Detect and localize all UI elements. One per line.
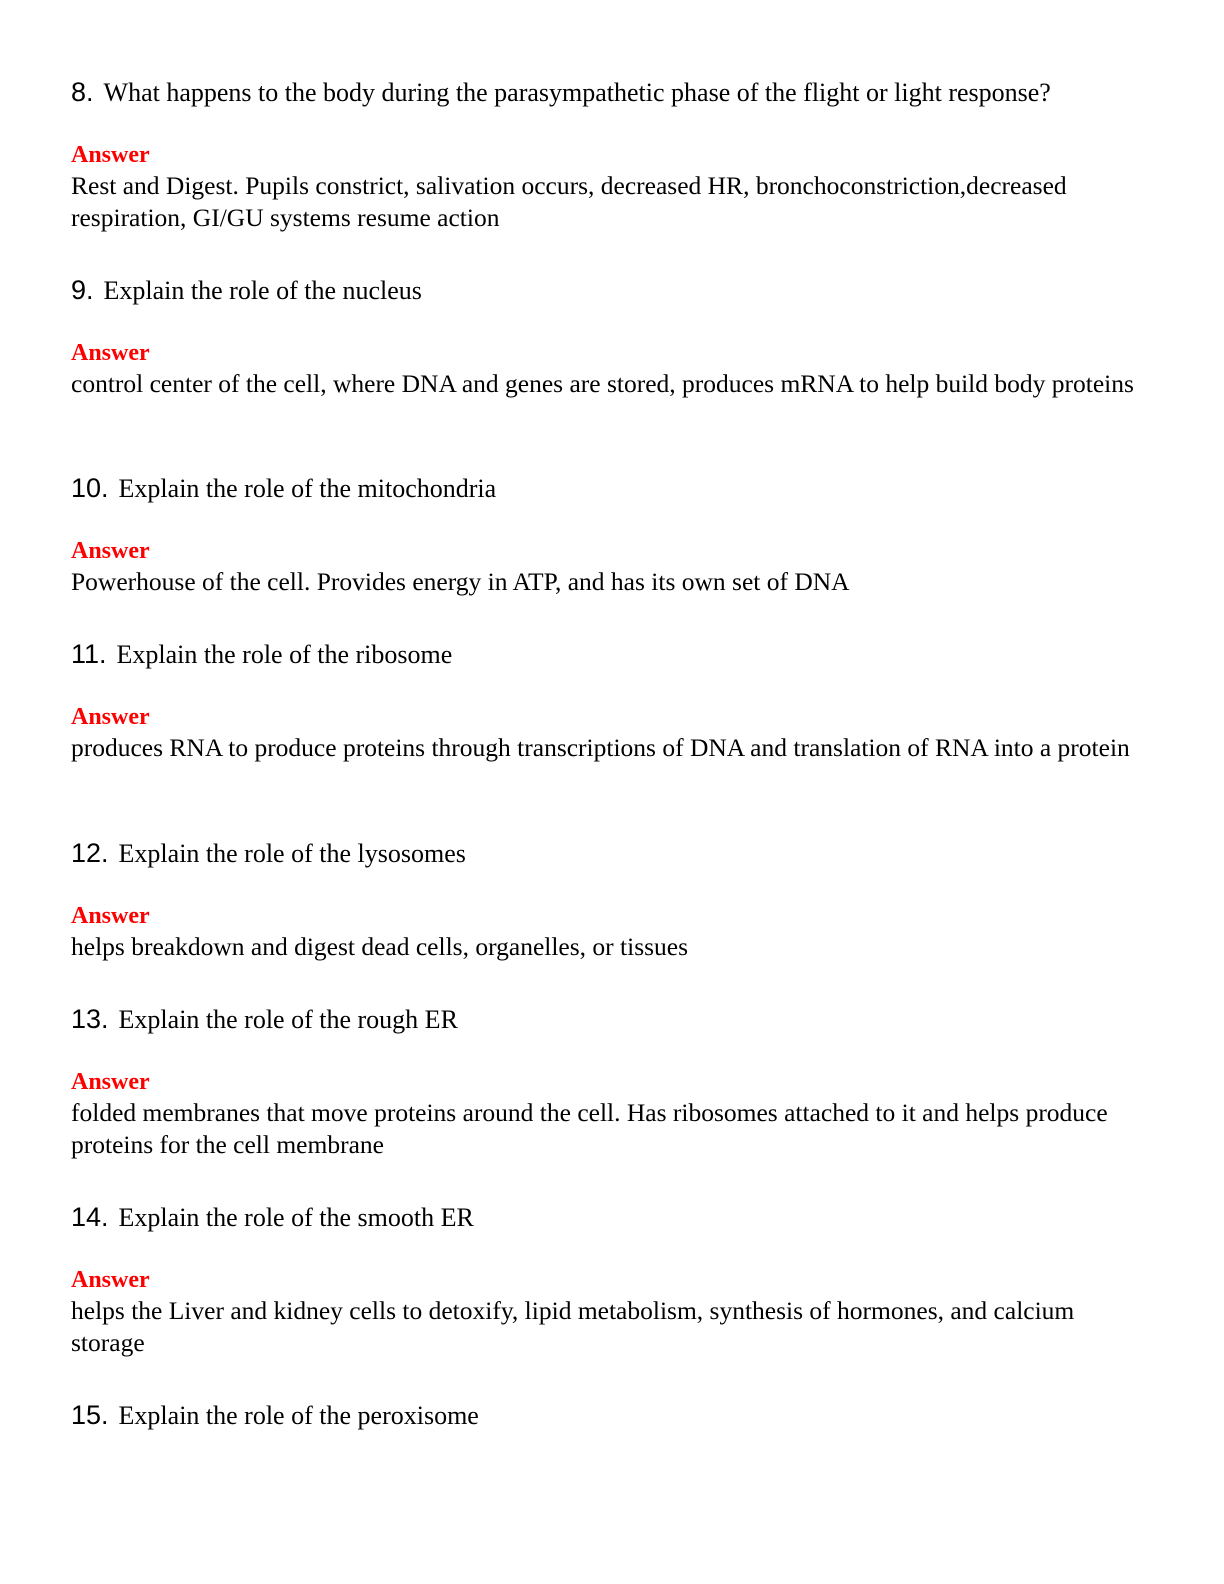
question xyxy=(71,1004,1151,1034)
question xyxy=(71,473,1151,503)
question-text: Explain the role of the mitochondria xyxy=(118,474,497,503)
answer-text: produces RNA to produce proteins through transcriptions of DNA and translation of RNA into a protein xyxy=(71,733,1130,762)
question-number: 11. xyxy=(71,639,107,669)
qa-item-9 xyxy=(71,275,1151,400)
question-number: 14. xyxy=(71,1202,109,1232)
qa-item-11 xyxy=(71,639,1151,764)
question-number: 12. xyxy=(71,838,109,868)
question xyxy=(71,1202,1151,1232)
qa-item-14 xyxy=(71,1202,1151,1359)
answer-label: Answer xyxy=(71,340,150,366)
answer-text: Rest and Digest. Pupils constrict, salivation occurs, decreased HR, bronchoconstriction,decreased respiration, GI/GU systems resume action xyxy=(71,171,1067,232)
question-text: Explain the role of the rough ER xyxy=(118,1005,458,1034)
answer-text: Powerhouse of the cell. Provides energy in ATP, and has its own set of DNA xyxy=(71,567,850,596)
qa-item-10 xyxy=(71,473,1151,598)
answer-label: Answer xyxy=(71,1069,150,1095)
question xyxy=(71,838,1151,868)
answer-label: Answer xyxy=(71,903,150,929)
question-number: 8. xyxy=(71,77,94,107)
answer-text: control center of the cell, where DNA and genes are stored, produces mRNA to help build body proteins xyxy=(71,369,1134,398)
answer-label: Answer xyxy=(71,538,150,564)
question-text: Explain the role of the lysosomes xyxy=(118,839,466,868)
answer-label: Answer xyxy=(71,1267,150,1293)
qa-item-12 xyxy=(71,838,1151,963)
question-number: 13. xyxy=(71,1004,109,1034)
question-text: Explain the role of the smooth ER xyxy=(118,1203,474,1232)
question-number: 15. xyxy=(71,1400,109,1430)
answer-text: helps the Liver and kidney cells to detoxify, lipid metabolism, synthesis of hormones, and calcium storage xyxy=(71,1296,1075,1357)
qa-item-8 xyxy=(71,77,1151,234)
question-text: Explain the role of the peroxisome xyxy=(118,1401,479,1430)
question xyxy=(71,1400,1151,1430)
question xyxy=(71,275,1151,305)
question-number: 9. xyxy=(71,275,94,305)
question xyxy=(71,77,1151,107)
question-text: What happens to the body during the parasympathetic phase of the flight or light response? xyxy=(103,78,1051,107)
answer-text: helps breakdown and digest dead cells, organelles, or tissues xyxy=(71,932,689,961)
answer-text: folded membranes that move proteins around the cell. Has ribosomes attached to it and helps produce proteins for the cell membrane xyxy=(71,1098,1108,1159)
question xyxy=(71,639,1151,669)
qa-item-13 xyxy=(71,1004,1151,1161)
answer-label: Answer xyxy=(71,704,150,730)
question-text: Explain the role of the ribosome xyxy=(116,640,453,669)
answer-label: Answer xyxy=(71,142,150,168)
question-number: 10. xyxy=(71,473,109,503)
qa-item-15 xyxy=(71,1400,1151,1430)
question-text: Explain the role of the nucleus xyxy=(103,276,422,305)
